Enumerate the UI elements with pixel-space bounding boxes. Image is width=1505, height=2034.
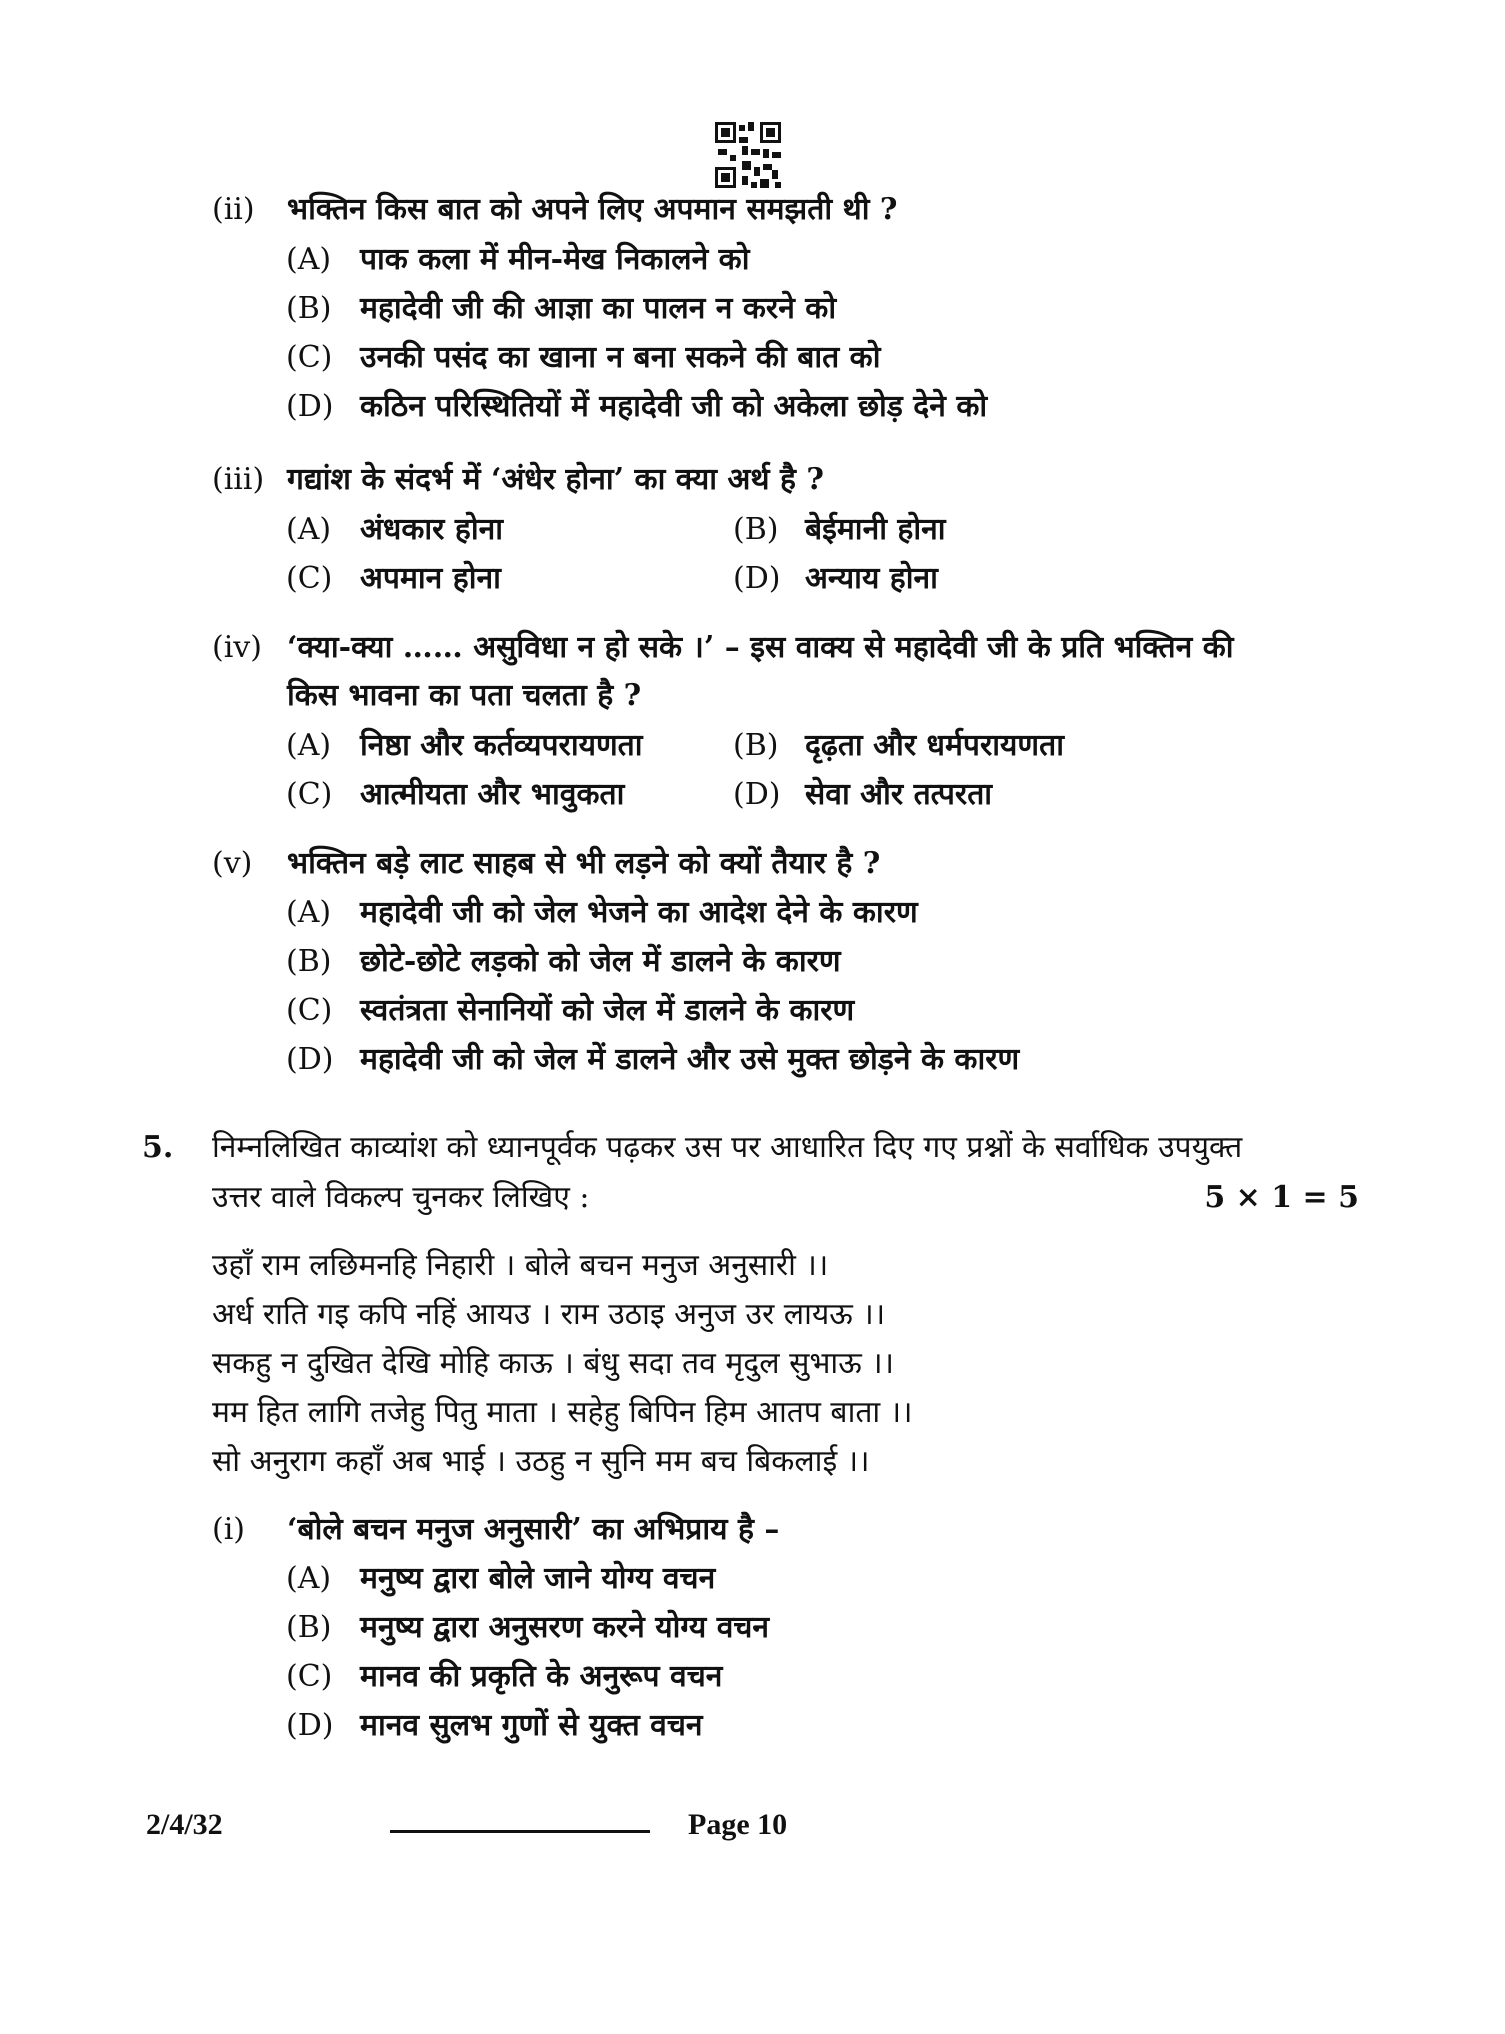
option-letter: (C): [286, 777, 333, 812]
question-number: (i): [212, 1512, 246, 1547]
question-number: (iii): [212, 462, 265, 497]
option-letter: (D): [733, 777, 781, 812]
option-text: मनुष्य द्वारा अनुसरण करने योग्य वचन: [360, 1610, 770, 1645]
option-text: कठिन परिस्थितियों में महादेवी जी को अकेला छोड़ देने को: [360, 389, 988, 424]
poem-line: सकहु न दुखित देखि मोहि काऊ । बंधु सदा तव मृदुल सुभाऊ ।।: [212, 1346, 895, 1381]
option-letter: (A): [286, 895, 332, 930]
option-letter: (B): [733, 512, 779, 547]
page-number: Page 10: [688, 1808, 788, 1841]
qr-code: [715, 122, 781, 188]
option-text: महादेवी जी की आज्ञा का पालन न करने को: [360, 291, 837, 326]
option-text: छोटे-छोटे लड़को को जेल में डालने के कारण: [360, 944, 841, 979]
question-text: गद्यांश के संदर्भ में ‘अंधेर होना’ का क्या अर्थ है ?: [287, 462, 824, 497]
option-text: स्वतंत्रता सेनानियों को जेल में डालने के कारण: [360, 993, 855, 1028]
option-letter: (D): [286, 389, 334, 424]
question-text-line1: ‘क्या-क्या …… असुविधा न हो सके ।’ – इस वाक्य से महादेवी जी के प्रति भक्तिन की: [287, 630, 1234, 665]
option-letter: (B): [286, 291, 332, 326]
option-letter: (B): [733, 728, 779, 763]
poem-line: अर्ध राति गइ कपि नहिं आयउ । राम उठाइ अनुज उर लायऊ ।।: [212, 1297, 886, 1332]
option-letter: (C): [286, 340, 333, 375]
option-letter: (B): [286, 944, 332, 979]
option-letter: (D): [286, 1042, 334, 1077]
option-text: अन्याय होना: [805, 561, 938, 596]
marks: 5 × 1 = 5: [1204, 1180, 1359, 1215]
question-number: 5.: [142, 1130, 174, 1165]
option-text: सेवा और तत्परता: [805, 777, 993, 812]
question-number: (iv): [212, 630, 262, 665]
option-text: मनुष्य द्वारा बोले जाने योग्य वचन: [360, 1561, 716, 1596]
option-text: महादेवी जी को जेल भेजने का आदेश देने के कारण: [360, 895, 918, 930]
option-letter: (C): [286, 993, 333, 1028]
option-text: आत्मीयता और भावुकता: [360, 777, 625, 812]
option-letter: (A): [286, 728, 332, 763]
question-instruction-line1: निम्नलिखित काव्यांश को ध्यानपूर्वक पढ़कर उस पर आधारित दिए गए प्रश्नों के सर्वाधिक उपयुक्त: [212, 1130, 1243, 1165]
option-letter: (B): [286, 1610, 332, 1645]
question-instruction-line2: उत्तर वाले विकल्प चुनकर लिखिए :: [212, 1180, 590, 1215]
option-letter: (D): [286, 1708, 334, 1743]
question-text: भक्तिन बड़े लाट साहब से भी लड़ने को क्यों तैयार है ?: [287, 846, 881, 881]
question-number: (ii): [212, 192, 255, 227]
option-text: पाक कला में मीन-मेख निकालने को: [360, 242, 750, 277]
option-text: मानव सुलभ गुणों से युक्त वचन: [360, 1708, 703, 1743]
option-text: अपमान होना: [360, 561, 501, 596]
footer-divider: [390, 1830, 650, 1833]
question-number: (v): [212, 846, 253, 881]
option-letter: (C): [286, 1659, 333, 1694]
option-text: बेईमानी होना: [805, 512, 946, 547]
question-text-line2: किस भावना का पता चलता है ?: [287, 678, 642, 713]
option-text: अंधकार होना: [360, 512, 504, 547]
option-text: दृढ़ता और धर्मपरायणता: [805, 728, 1064, 763]
question-text: ‘बोले बचन मनुज अनुसारी’ का अभिप्राय है –: [287, 1512, 780, 1547]
option-letter: (A): [286, 242, 332, 277]
poem-line: उहाँ राम लछिमनहि निहारी । बोले बचन मनुज अनुसारी ।।: [212, 1248, 829, 1283]
option-letter: (D): [733, 561, 781, 596]
poem-line: सो अनुराग कहाँ अब भाई । उठहु न सुनि मम बच बिकलाई ।।: [212, 1444, 870, 1479]
paper-code: 2/4/32: [146, 1808, 223, 1841]
question-text: भक्तिन किस बात को अपने लिए अपमान समझती थी ?: [287, 192, 898, 227]
option-letter: (C): [286, 561, 333, 596]
option-text: महादेवी जी को जेल में डालने और उसे मुक्त छोड़ने के कारण: [360, 1042, 1020, 1077]
option-text: निष्ठा और कर्तव्यपरायणता: [360, 728, 643, 763]
option-text: उनकी पसंद का खाना न बना सकने की बात को: [360, 340, 881, 375]
option-letter: (A): [286, 512, 332, 547]
option-letter: (A): [286, 1561, 332, 1596]
option-text: मानव की प्रकृति के अनुरूप वचन: [360, 1659, 723, 1694]
poem-line: मम हित लागि तजेहु पितु माता । सहेहु बिपिन हिम आतप बाता ।।: [212, 1395, 913, 1430]
